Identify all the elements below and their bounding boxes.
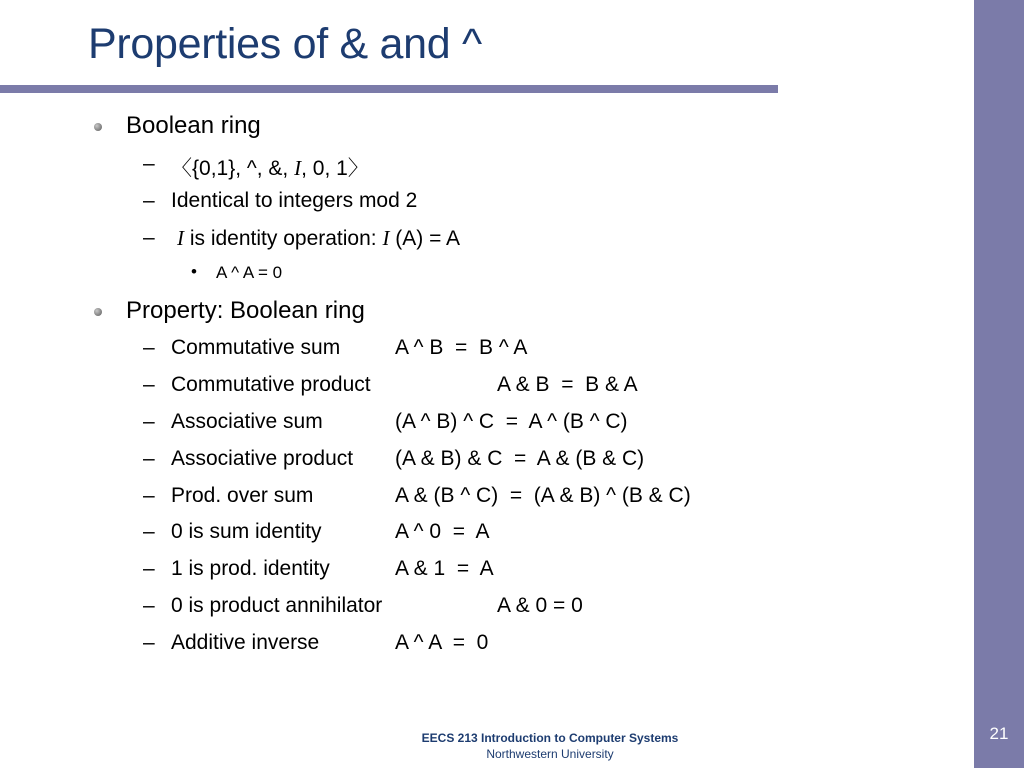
identity-symbol-2: I <box>382 226 390 250</box>
prop-expression: (A ^ B) ^ C = A ^ (B ^ C) <box>395 410 628 433</box>
identity-symbol: I <box>177 226 184 250</box>
identity-tail: (A) = A <box>389 227 461 250</box>
tuple-part-1: {0,1}, ^, &, <box>192 157 295 180</box>
tuple-identity-symbol: I <box>294 156 302 180</box>
a-xor-a-zero: A ^ A = 0 <box>216 263 283 282</box>
dash-icon: – <box>143 447 155 470</box>
prop-name: 0 is product annihilator <box>171 594 383 617</box>
dash-icon: – <box>143 484 155 507</box>
dash-icon: – <box>143 410 155 433</box>
prop-expression: A & 0 = 0 <box>497 594 583 617</box>
bullet-boolean-ring: Boolean ring <box>126 112 261 139</box>
prop-name: 1 is prod. identity <box>171 557 330 580</box>
prop-name: Commutative sum <box>171 336 341 359</box>
prop-expression: A & B = B & A <box>497 373 638 396</box>
prop-expression: (A & B) & C = A & (B & C) <box>395 447 645 470</box>
prop-name: Associative sum <box>171 410 323 433</box>
prop-name: Associative product <box>171 447 354 470</box>
tuple-part-2: , 0, 1 <box>301 157 348 180</box>
slide-number: 21 <box>989 724 1009 743</box>
footer-course: EECS 213 Introduction to Computer Systems <box>421 731 679 745</box>
prop-expression: A ^ A = 0 <box>395 631 489 654</box>
identical-mod-2: Identical to integers mod 2 <box>171 189 418 212</box>
prop-name: 0 is sum identity <box>171 520 322 543</box>
bullet-property-boolean-ring: Property: Boolean ring <box>126 297 365 324</box>
title-underline-bar <box>0 85 778 93</box>
dash-icon: – <box>143 631 155 654</box>
footer-university: Northwestern University <box>486 747 614 761</box>
dash-icon: – <box>143 594 155 617</box>
bullet-icon <box>94 123 102 131</box>
slide-title: Properties of & and ^ <box>88 20 482 68</box>
prop-name: Additive inverse <box>171 631 320 654</box>
dash-icon: – <box>143 520 155 543</box>
prop-expression: A & (B ^ C) = (A & B) ^ (B & C) <box>395 484 691 507</box>
angle-open: 〈 <box>171 156 192 180</box>
prop-name: Commutative product <box>171 373 371 396</box>
small-bullet-icon: • <box>191 262 197 281</box>
dash-icon: – <box>143 189 155 212</box>
dash-icon: – <box>143 373 155 396</box>
angle-close: 〉 <box>347 156 369 180</box>
prop-expression: A ^ 0 = A <box>395 520 490 543</box>
identity-text: is identity operation: <box>184 227 383 250</box>
bullet-icon <box>94 308 102 316</box>
boolean-ring-tuple <box>171 152 369 182</box>
dash-icon: – <box>143 226 155 249</box>
right-sidebar-bar <box>974 0 1024 768</box>
dash-icon: – <box>143 152 155 175</box>
prop-expression: A ^ B = B ^ A <box>395 336 528 359</box>
dash-icon: – <box>143 557 155 580</box>
identity-operation <box>177 226 460 251</box>
prop-expression: A & 1 = A <box>395 557 494 580</box>
dash-icon: – <box>143 336 155 359</box>
prop-name: Prod. over sum <box>171 484 314 507</box>
